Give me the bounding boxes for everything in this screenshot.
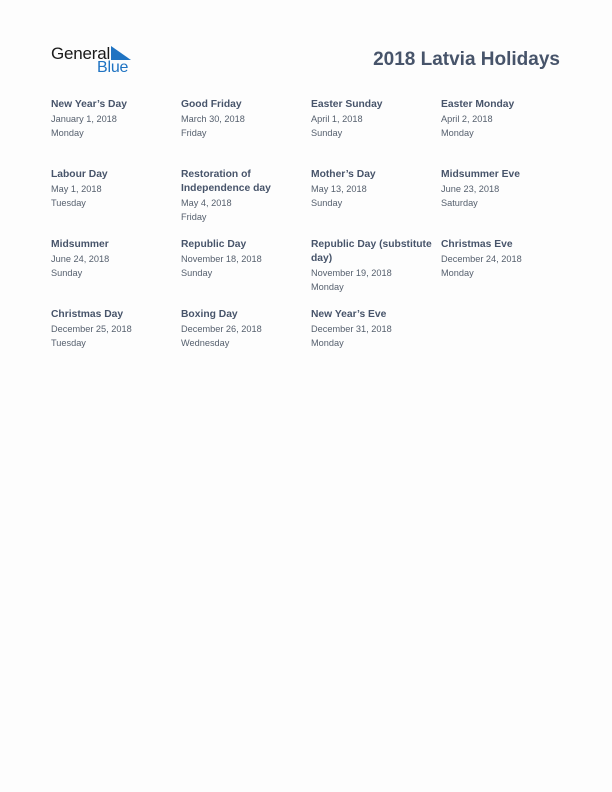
holiday-name: Boxing Day — [181, 309, 238, 320]
holiday-date: March 30, 2018 — [181, 114, 245, 124]
holiday-entry — [311, 98, 441, 168]
holiday-name: Good Friday — [181, 99, 242, 110]
holiday-entry — [441, 168, 571, 238]
holiday-date: December 26, 2018 — [181, 324, 262, 334]
holiday-date: November 19, 2018 — [311, 268, 392, 278]
logo-word-general: General — [51, 44, 111, 63]
holiday-date: May 1, 2018 — [51, 184, 102, 194]
holiday-weekday: Monday — [441, 268, 474, 278]
holiday-weekday: Sunday — [311, 128, 343, 138]
holiday-entry — [181, 238, 311, 308]
holiday-name: New Year’s Eve — [311, 309, 387, 320]
holiday-name: Republic Day — [181, 239, 247, 250]
logo — [51, 44, 141, 78]
holiday-entry — [441, 238, 571, 308]
holiday-weekday: Sunday — [311, 198, 343, 208]
holiday-name: Midsummer — [51, 239, 109, 250]
holiday-entry — [51, 168, 181, 238]
holiday-entry — [51, 308, 181, 378]
holiday-weekday: Sunday — [51, 268, 83, 278]
holiday-name: Easter Monday — [441, 99, 515, 110]
holiday-date: December 31, 2018 — [311, 324, 392, 334]
holiday-date: May 4, 2018 — [181, 198, 232, 208]
holiday-date: April 1, 2018 — [311, 114, 363, 124]
holiday-name: Easter Sunday — [311, 99, 383, 110]
holiday-weekday: Wednesday — [181, 338, 230, 348]
holiday-name: New Year’s Day — [51, 99, 127, 110]
holiday-date: May 13, 2018 — [311, 184, 367, 194]
holiday-name: Labour Day — [51, 169, 108, 180]
holiday-entry — [181, 98, 311, 168]
holiday-name: Christmas Eve — [441, 239, 513, 250]
holiday-weekday: Friday — [181, 128, 207, 138]
holiday-date: January 1, 2018 — [51, 114, 117, 124]
holiday-entry — [311, 308, 441, 378]
holiday-entry — [51, 238, 181, 308]
holiday-weekday: Monday — [51, 128, 84, 138]
holiday-date: June 24, 2018 — [51, 254, 110, 264]
holiday-entry — [51, 98, 181, 168]
holiday-entry — [311, 238, 441, 308]
page-title: 2018 Latvia Holidays — [373, 49, 560, 70]
holiday-weekday: Monday — [311, 282, 344, 292]
holiday-name: Mother’s Day — [311, 169, 376, 180]
holiday-entry — [181, 308, 311, 378]
logo-mark-icon — [111, 46, 131, 60]
holiday-name: Republic Day (substitute day) — [311, 239, 432, 264]
holiday-name: Midsummer Eve — [441, 169, 520, 180]
holiday-grid — [51, 98, 571, 378]
holiday-entry — [441, 98, 571, 168]
holiday-date: November 18, 2018 — [181, 254, 262, 264]
holiday-weekday: Monday — [441, 128, 474, 138]
holiday-date: December 25, 2018 — [51, 324, 132, 334]
holiday-weekday: Saturday — [441, 198, 478, 208]
holiday-name: Restoration of Independence day — [181, 169, 271, 194]
holiday-date: June 23, 2018 — [441, 184, 500, 194]
holiday-name: Christmas Day — [51, 309, 124, 320]
holiday-entry — [311, 168, 441, 238]
holiday-weekday: Monday — [311, 338, 344, 348]
holiday-entry — [181, 168, 311, 238]
holiday-weekday: Friday — [181, 212, 207, 222]
holiday-weekday: Tuesday — [51, 338, 86, 348]
holiday-weekday: Tuesday — [51, 198, 86, 208]
holiday-date: April 2, 2018 — [441, 114, 493, 124]
holiday-date: December 24, 2018 — [441, 254, 522, 264]
holiday-weekday: Sunday — [181, 268, 213, 278]
logo-word-blue: Blue — [97, 59, 129, 76]
